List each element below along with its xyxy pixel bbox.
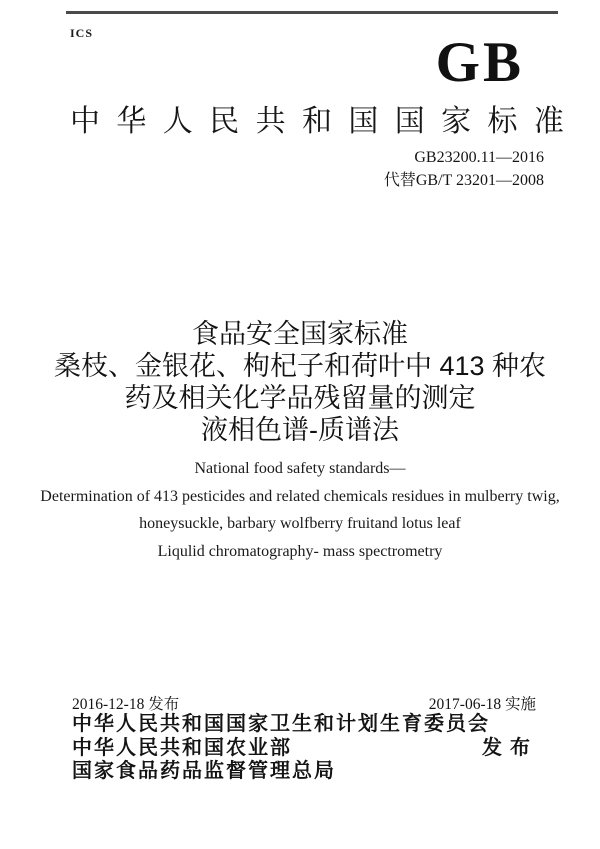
agency-agriculture-ministry-row [72,737,538,761]
agency-agriculture-ministry: 中华人民共和国农业部 [72,736,292,759]
ics-label: ICS [70,26,94,40]
title-cn-line-4: 液相色谱-质谱法 [201,415,399,445]
replaces-note: 代替GB/T 23201—2008 [383,172,544,189]
agency-health-commission: 中华人民共和国国家卫生和计划生育委员会 [72,713,490,735]
title-cn-line-3: 药及相关化学品残留量的测定 [124,383,476,413]
title-cn-line-2: 桑枝、金银花、枸杞子和荷叶中 413 种农 [53,351,547,381]
issuing-agencies [72,713,538,784]
issued-by-label: 发布 [482,736,538,759]
dates-row [72,692,536,714]
title-english [0,455,600,565]
agency-food-drug-administration: 国家食品药品监督管理总局 [72,760,336,782]
standard-number-block [384,146,544,192]
title-en-line-4: Liqulid chromatography- mass spectrometry [157,542,443,560]
masthead-national-standard: 中 华 人 民 共 和 国 国 家 标 准 [70,105,564,138]
title-en-line-3: honeysuckle, barbary wolfberry fruitand lotus leaf [139,515,461,532]
issue-date: 2016-12-18 发布 [72,696,180,713]
top-divider-rule [66,11,558,14]
title-cn-line-1: 食品安全国家标准 [192,319,408,349]
title-chinese [0,318,600,446]
gb-logo: GB [435,31,524,94]
implement-date: 2017-06-18 实施 [428,696,536,713]
title-en-line-1: National food safety standards— [194,460,406,477]
standard-number: GB23200.11—2016 [414,149,544,166]
title-en-line-2: Determination of 413 pesticides and related chemicals residues in mulberry twig, [40,487,560,505]
